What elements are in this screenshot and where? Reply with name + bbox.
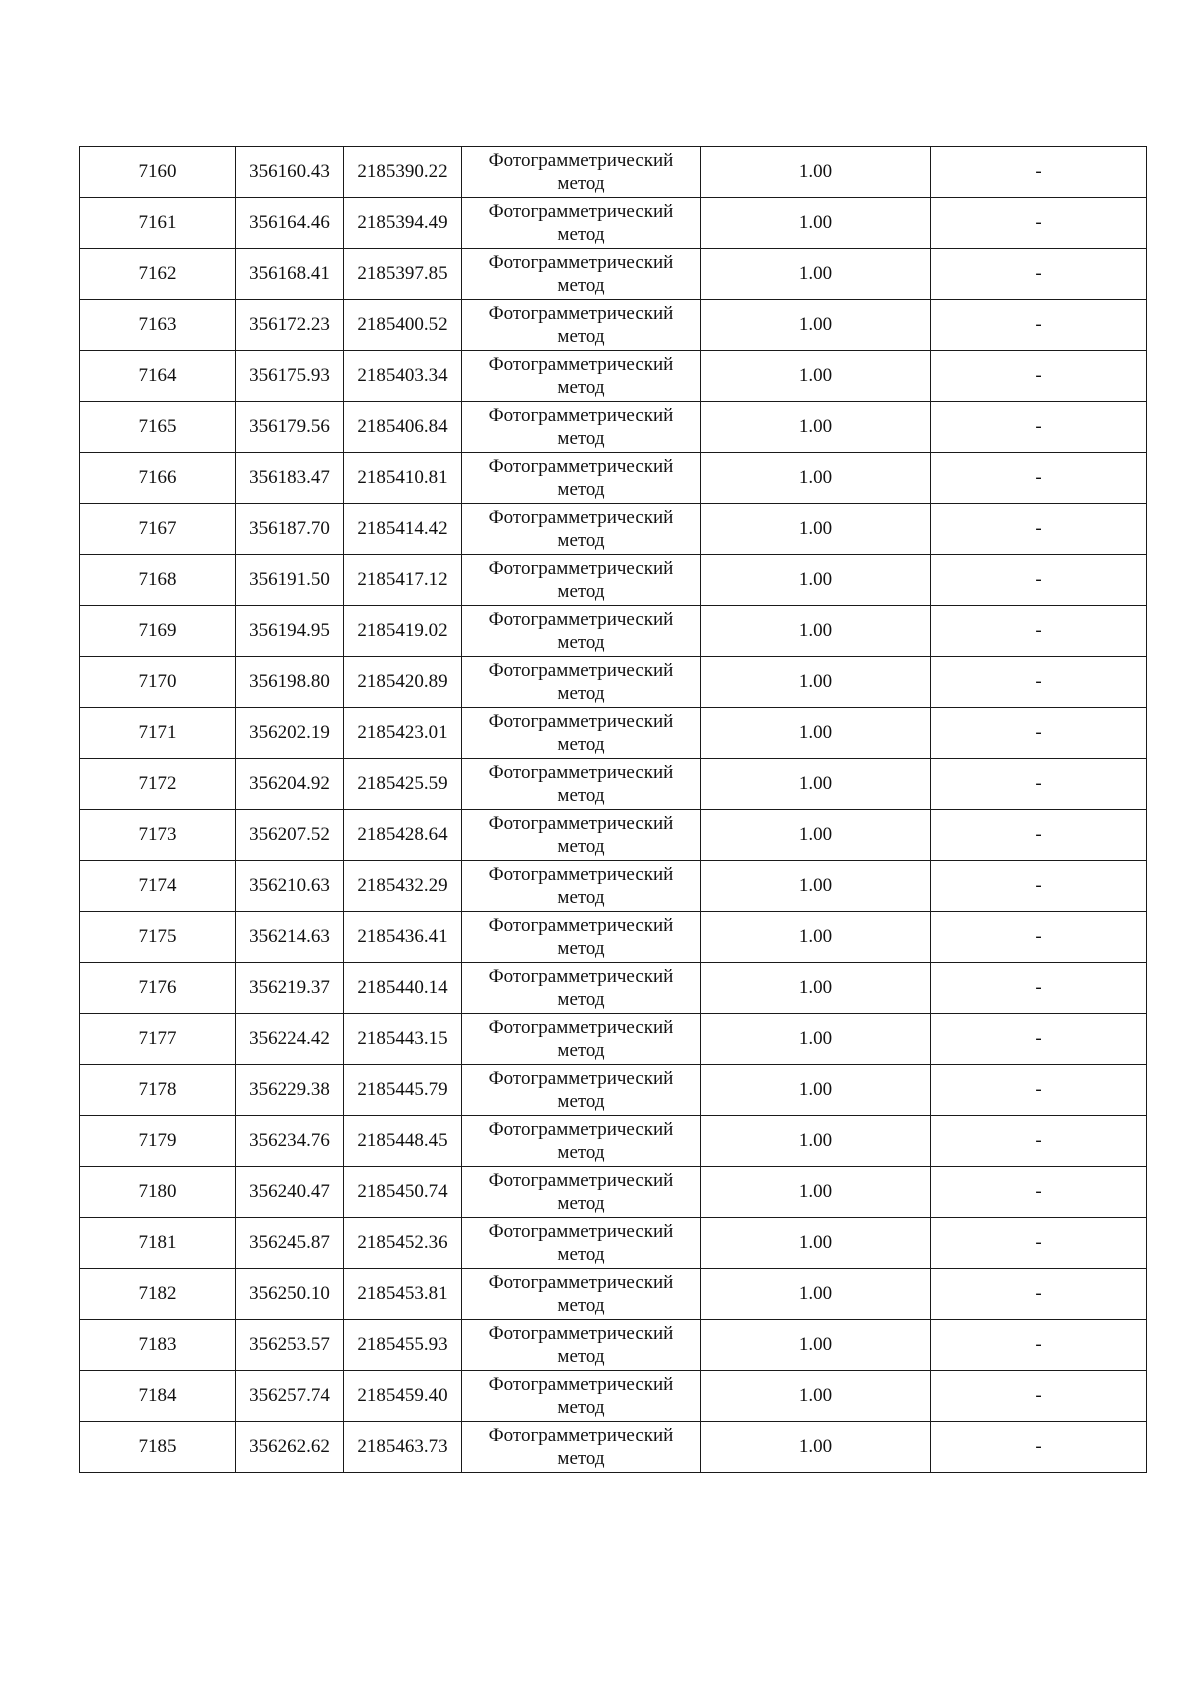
table-row	[80, 810, 1147, 861]
extra-cell: -	[931, 759, 1147, 810]
method-cell	[462, 759, 701, 810]
x-coordinate-cell: 356191.50	[236, 555, 344, 606]
method-cell	[462, 1065, 701, 1116]
method-line-2: метод	[557, 734, 605, 755]
method-line-1: Фотограмметрический	[488, 1425, 674, 1446]
table-row	[80, 1218, 1147, 1269]
table-row	[80, 555, 1147, 606]
method-cell	[462, 555, 701, 606]
accuracy-cell: 1.00	[701, 1422, 931, 1473]
extra-cell: -	[931, 963, 1147, 1014]
extra-cell: -	[931, 657, 1147, 708]
accuracy-cell: 1.00	[701, 861, 931, 912]
coordinates-table-body	[80, 147, 1147, 1473]
extra-cell: -	[931, 555, 1147, 606]
accuracy-cell: 1.00	[701, 1269, 931, 1320]
accuracy-cell: 1.00	[701, 504, 931, 555]
point-number-cell: 7175	[80, 912, 236, 963]
point-number-cell: 7165	[80, 402, 236, 453]
x-coordinate-cell: 356204.92	[236, 759, 344, 810]
extra-cell: -	[931, 1065, 1147, 1116]
method-cell	[462, 1218, 701, 1269]
point-number-cell: 7184	[80, 1371, 236, 1422]
accuracy-cell: 1.00	[701, 1065, 931, 1116]
accuracy-cell: 1.00	[701, 147, 931, 198]
method-line-1: Фотограмметрический	[488, 405, 674, 426]
accuracy-cell: 1.00	[701, 555, 931, 606]
extra-cell: -	[931, 1218, 1147, 1269]
method-line-1: Фотограмметрический	[488, 864, 674, 885]
extra-cell: -	[931, 1167, 1147, 1218]
point-number-cell: 7179	[80, 1116, 236, 1167]
point-number-cell: 7174	[80, 861, 236, 912]
y-coordinate-cell: 2185463.73	[344, 1422, 462, 1473]
x-coordinate-cell: 356245.87	[236, 1218, 344, 1269]
extra-cell: -	[931, 453, 1147, 504]
method-cell	[462, 300, 701, 351]
accuracy-cell: 1.00	[701, 1167, 931, 1218]
point-number-cell: 7171	[80, 708, 236, 759]
extra-cell: -	[931, 1116, 1147, 1167]
table-row	[80, 1167, 1147, 1218]
method-line-1: Фотограмметрический	[488, 558, 674, 579]
method-cell	[462, 1014, 701, 1065]
accuracy-cell: 1.00	[701, 759, 931, 810]
method-line-2: метод	[557, 836, 605, 857]
table-row	[80, 351, 1147, 402]
x-coordinate-cell: 356168.41	[236, 249, 344, 300]
method-line-1: Фотограмметрический	[488, 1068, 674, 1089]
method-line-1: Фотограмметрический	[488, 354, 674, 375]
method-line-2: метод	[557, 785, 605, 806]
method-line-2: метод	[557, 1040, 605, 1061]
point-number-cell: 7172	[80, 759, 236, 810]
extra-cell: -	[931, 912, 1147, 963]
y-coordinate-cell: 2185394.49	[344, 198, 462, 249]
method-cell	[462, 504, 701, 555]
method-line-1: Фотограмметрический	[488, 456, 674, 477]
y-coordinate-cell: 2185403.34	[344, 351, 462, 402]
method-line-2: метод	[557, 173, 605, 194]
method-line-2: метод	[557, 1448, 605, 1469]
table-row	[80, 759, 1147, 810]
point-number-cell: 7180	[80, 1167, 236, 1218]
table-row	[80, 198, 1147, 249]
method-line-1: Фотограмметрический	[488, 1272, 674, 1293]
accuracy-cell: 1.00	[701, 1320, 931, 1371]
method-cell	[462, 963, 701, 1014]
accuracy-cell: 1.00	[701, 657, 931, 708]
method-line-2: метод	[557, 632, 605, 653]
point-number-cell: 7183	[80, 1320, 236, 1371]
method-line-1: Фотограмметрический	[488, 711, 674, 732]
y-coordinate-cell: 2185440.14	[344, 963, 462, 1014]
method-cell	[462, 861, 701, 912]
x-coordinate-cell: 356202.19	[236, 708, 344, 759]
x-coordinate-cell: 356164.46	[236, 198, 344, 249]
extra-cell: -	[931, 351, 1147, 402]
point-number-cell: 7170	[80, 657, 236, 708]
extra-cell: -	[931, 1269, 1147, 1320]
method-line-1: Фотограмметрический	[488, 201, 674, 222]
y-coordinate-cell: 2185455.93	[344, 1320, 462, 1371]
extra-cell: -	[931, 708, 1147, 759]
y-coordinate-cell: 2185425.59	[344, 759, 462, 810]
method-line-1: Фотограмметрический	[488, 1374, 674, 1395]
x-coordinate-cell: 356229.38	[236, 1065, 344, 1116]
extra-cell: -	[931, 1014, 1147, 1065]
accuracy-cell: 1.00	[701, 963, 931, 1014]
method-line-1: Фотограмметрический	[488, 252, 674, 273]
point-number-cell: 7178	[80, 1065, 236, 1116]
method-line-1: Фотограмметрический	[488, 150, 674, 171]
x-coordinate-cell: 356250.10	[236, 1269, 344, 1320]
method-line-1: Фотограмметрический	[488, 966, 674, 987]
y-coordinate-cell: 2185436.41	[344, 912, 462, 963]
method-cell	[462, 249, 701, 300]
accuracy-cell: 1.00	[701, 198, 931, 249]
extra-cell: -	[931, 147, 1147, 198]
y-coordinate-cell: 2185423.01	[344, 708, 462, 759]
method-line-2: метод	[557, 377, 605, 398]
method-cell	[462, 1269, 701, 1320]
method-line-1: Фотограмметрический	[488, 1017, 674, 1038]
y-coordinate-cell: 2185420.89	[344, 657, 462, 708]
table-row	[80, 606, 1147, 657]
x-coordinate-cell: 356175.93	[236, 351, 344, 402]
table-row	[80, 1269, 1147, 1320]
x-coordinate-cell: 356160.43	[236, 147, 344, 198]
accuracy-cell: 1.00	[701, 300, 931, 351]
point-number-cell: 7163	[80, 300, 236, 351]
x-coordinate-cell: 356183.47	[236, 453, 344, 504]
method-line-1: Фотограмметрический	[488, 1221, 674, 1242]
method-line-2: метод	[557, 1346, 605, 1367]
extra-cell: -	[931, 402, 1147, 453]
method-line-1: Фотограмметрический	[488, 813, 674, 834]
y-coordinate-cell: 2185448.45	[344, 1116, 462, 1167]
method-line-2: метод	[557, 887, 605, 908]
extra-cell: -	[931, 1371, 1147, 1422]
point-number-cell: 7177	[80, 1014, 236, 1065]
method-line-1: Фотограмметрический	[488, 507, 674, 528]
method-line-2: метод	[557, 530, 605, 551]
method-line-2: метод	[557, 683, 605, 704]
x-coordinate-cell: 356234.76	[236, 1116, 344, 1167]
accuracy-cell: 1.00	[701, 351, 931, 402]
method-cell	[462, 657, 701, 708]
method-line-2: метод	[557, 581, 605, 602]
point-number-cell: 7162	[80, 249, 236, 300]
y-coordinate-cell: 2185443.15	[344, 1014, 462, 1065]
y-coordinate-cell: 2185397.85	[344, 249, 462, 300]
table-row	[80, 1422, 1147, 1473]
accuracy-cell: 1.00	[701, 1014, 931, 1065]
x-coordinate-cell: 356194.95	[236, 606, 344, 657]
method-cell	[462, 402, 701, 453]
method-line-2: метод	[557, 1295, 605, 1316]
table-row	[80, 861, 1147, 912]
x-coordinate-cell: 356210.63	[236, 861, 344, 912]
x-coordinate-cell: 356257.74	[236, 1371, 344, 1422]
x-coordinate-cell: 356198.80	[236, 657, 344, 708]
method-line-2: метод	[557, 1091, 605, 1112]
accuracy-cell: 1.00	[701, 810, 931, 861]
extra-cell: -	[931, 198, 1147, 249]
y-coordinate-cell: 2185390.22	[344, 147, 462, 198]
y-coordinate-cell: 2185406.84	[344, 402, 462, 453]
extra-cell: -	[931, 504, 1147, 555]
accuracy-cell: 1.00	[701, 1116, 931, 1167]
method-line-1: Фотограмметрический	[488, 915, 674, 936]
method-cell	[462, 1371, 701, 1422]
accuracy-cell: 1.00	[701, 249, 931, 300]
method-line-1: Фотограмметрический	[488, 303, 674, 324]
point-number-cell: 7185	[80, 1422, 236, 1473]
y-coordinate-cell: 2185417.12	[344, 555, 462, 606]
extra-cell: -	[931, 1422, 1147, 1473]
point-number-cell: 7182	[80, 1269, 236, 1320]
method-line-2: метод	[557, 1244, 605, 1265]
method-line-2: метод	[557, 479, 605, 500]
method-line-1: Фотограмметрический	[488, 1170, 674, 1191]
accuracy-cell: 1.00	[701, 402, 931, 453]
method-line-2: метод	[557, 1193, 605, 1214]
x-coordinate-cell: 356179.56	[236, 402, 344, 453]
table-row	[80, 1320, 1147, 1371]
point-number-cell: 7161	[80, 198, 236, 249]
point-number-cell: 7181	[80, 1218, 236, 1269]
extra-cell: -	[931, 249, 1147, 300]
y-coordinate-cell: 2185459.40	[344, 1371, 462, 1422]
accuracy-cell: 1.00	[701, 708, 931, 759]
y-coordinate-cell: 2185410.81	[344, 453, 462, 504]
table-row	[80, 1014, 1147, 1065]
accuracy-cell: 1.00	[701, 912, 931, 963]
method-cell	[462, 351, 701, 402]
accuracy-cell: 1.00	[701, 1218, 931, 1269]
method-cell	[462, 810, 701, 861]
method-cell	[462, 1422, 701, 1473]
extra-cell: -	[931, 606, 1147, 657]
x-coordinate-cell: 356262.62	[236, 1422, 344, 1473]
table-row	[80, 963, 1147, 1014]
y-coordinate-cell: 2185445.79	[344, 1065, 462, 1116]
method-line-2: метод	[557, 989, 605, 1010]
y-coordinate-cell: 2185450.74	[344, 1167, 462, 1218]
table-row	[80, 402, 1147, 453]
table-row	[80, 1065, 1147, 1116]
y-coordinate-cell: 2185414.42	[344, 504, 462, 555]
extra-cell: -	[931, 300, 1147, 351]
method-line-1: Фотограмметрический	[488, 609, 674, 630]
method-line-1: Фотограмметрический	[488, 1323, 674, 1344]
point-number-cell: 7160	[80, 147, 236, 198]
y-coordinate-cell: 2185400.52	[344, 300, 462, 351]
point-number-cell: 7164	[80, 351, 236, 402]
point-number-cell: 7166	[80, 453, 236, 504]
method-cell	[462, 708, 701, 759]
method-line-1: Фотограмметрический	[488, 762, 674, 783]
accuracy-cell: 1.00	[701, 606, 931, 657]
method-line-2: метод	[557, 428, 605, 449]
y-coordinate-cell: 2185453.81	[344, 1269, 462, 1320]
x-coordinate-cell: 356214.63	[236, 912, 344, 963]
table-row	[80, 1371, 1147, 1422]
method-cell	[462, 1167, 701, 1218]
method-line-2: метод	[557, 1397, 605, 1418]
method-cell	[462, 198, 701, 249]
extra-cell: -	[931, 810, 1147, 861]
y-coordinate-cell: 2185432.29	[344, 861, 462, 912]
y-coordinate-cell: 2185419.02	[344, 606, 462, 657]
table-row	[80, 504, 1147, 555]
x-coordinate-cell: 356240.47	[236, 1167, 344, 1218]
method-line-2: метод	[557, 224, 605, 245]
method-line-2: метод	[557, 1142, 605, 1163]
method-cell	[462, 147, 701, 198]
table-row	[80, 453, 1147, 504]
extra-cell: -	[931, 1320, 1147, 1371]
method-cell	[462, 1320, 701, 1371]
table-row	[80, 249, 1147, 300]
x-coordinate-cell: 356207.52	[236, 810, 344, 861]
table-row	[80, 1116, 1147, 1167]
table-row	[80, 657, 1147, 708]
method-cell	[462, 453, 701, 504]
x-coordinate-cell: 356172.23	[236, 300, 344, 351]
table-row	[80, 912, 1147, 963]
method-line-1: Фотограмметрический	[488, 1119, 674, 1140]
point-number-cell: 7168	[80, 555, 236, 606]
point-number-cell: 7167	[80, 504, 236, 555]
method-cell	[462, 1116, 701, 1167]
x-coordinate-cell: 356253.57	[236, 1320, 344, 1371]
method-line-2: метод	[557, 326, 605, 347]
accuracy-cell: 1.00	[701, 453, 931, 504]
method-line-1: Фотограмметрический	[488, 660, 674, 681]
x-coordinate-cell: 356187.70	[236, 504, 344, 555]
coordinates-table	[79, 146, 1147, 1473]
method-line-2: метод	[557, 275, 605, 296]
y-coordinate-cell: 2185452.36	[344, 1218, 462, 1269]
point-number-cell: 7173	[80, 810, 236, 861]
accuracy-cell: 1.00	[701, 1371, 931, 1422]
point-number-cell: 7169	[80, 606, 236, 657]
table-row	[80, 147, 1147, 198]
table-row	[80, 300, 1147, 351]
method-cell	[462, 606, 701, 657]
x-coordinate-cell: 356219.37	[236, 963, 344, 1014]
method-line-2: метод	[557, 938, 605, 959]
y-coordinate-cell: 2185428.64	[344, 810, 462, 861]
method-cell	[462, 912, 701, 963]
point-number-cell: 7176	[80, 963, 236, 1014]
extra-cell: -	[931, 861, 1147, 912]
table-row	[80, 708, 1147, 759]
x-coordinate-cell: 356224.42	[236, 1014, 344, 1065]
